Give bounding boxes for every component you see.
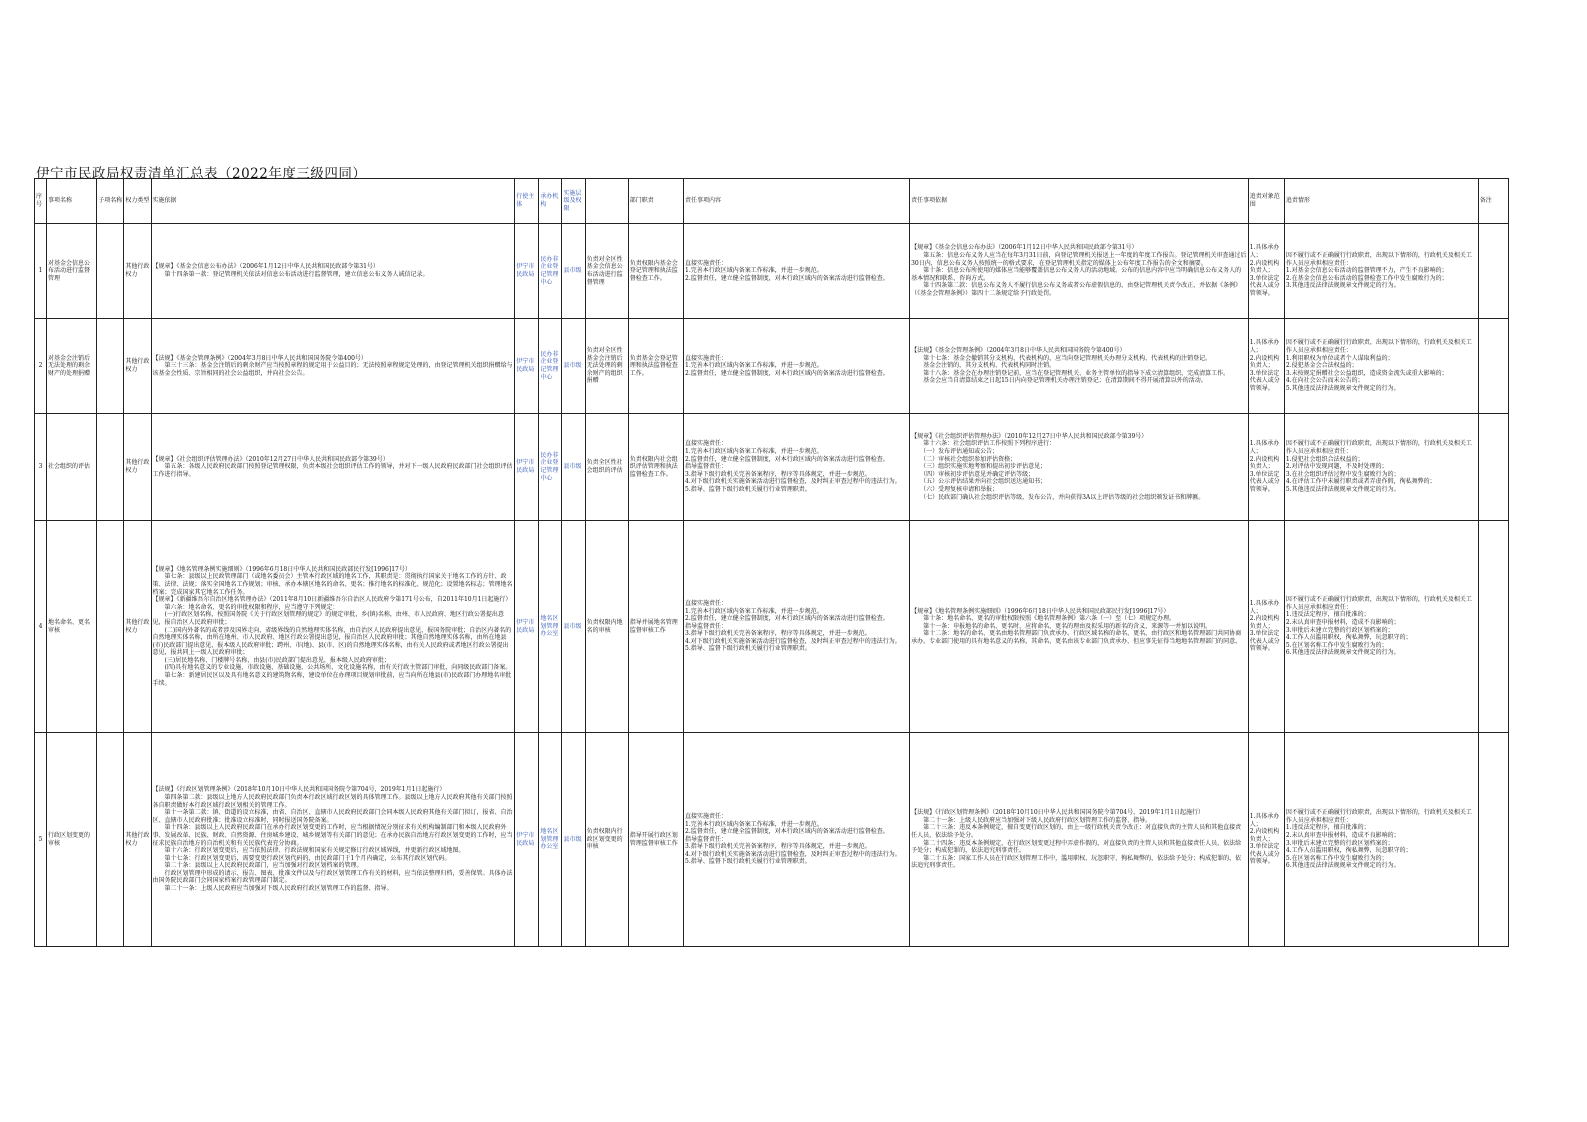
row-situation: 因不履行或不正确履行行政职责，出现以下情形的，行政机关及相关工作人员应承担相应责任： 1.违反法定程序，擅自批准的； 2.未认真审查申报材料，造成不良影响的； 3.审批后未建立完整的行政区划档案的； 4.工作人员滥用职权，徇私舞弊，玩忽职守的； 5.在区划名称工作中发生腐败行为的； 6.其他违反法律法规规章文件规定的行为。 [1284,521,1478,733]
header-basis: 实施依据 [151,179,515,224]
table-row [35,414,1509,521]
row-situation: 因不履行或不正确履行行政职责，出现以下情形的，行政机关及相关工作人员应承担相应责任： 1.对基金会信息公布活动的监督管理不力，产生不良影响的； 2.在基金会信息公布活动的监督检查工作中发生腐败行为的； 3.其他违反法律法规规章文件规定的行为。 [1284,224,1478,319]
row-level: 县市级 [562,521,585,733]
row-resp-basis: 【规章】《地名管理条例实施细则》（1996年6月18日中华人民共和国民政部民行发[1996]17号） 第十条：地名命名、更名的审批权限按照《地名管理条例》第六条（一）至（七）项规定办理。 第十一条：申报地名的命名、更名时，应将命名、更名的理由及拟采用的新名的含义、来源等一并加以说明。 第十二条：地名的命名、更名由地名管理部门负责承办。行政区域名称的命名、更名，由行政区和地名管理部门共同协商承办。专业部门使用的具有地名意义的名称，其命名、更名由该专业部门负责承办，但应事先征得当地地名管理部门的同意。 [910,521,1249,733]
row-agency: 民办非企业登记管理中心 [539,414,562,521]
header-no: 序号 [35,179,47,224]
row-subject: 伊宁市民政局 [515,319,539,414]
row-note [1478,319,1508,414]
header-row [35,179,1509,224]
row-duty: 负责对全区性基金会注销后无法处理的剩余财产的组织捐赠 [585,319,628,414]
header-scope: 追责对象范围 [1248,179,1284,224]
row-content: 直接实施责任： 1.完善本行政区域内备案工作标准，并进一步规范。 2.监督责任，建立健全监督制度，对本行政区域内的备案活动进行监督检查。 指导监督责任： 3.指导下级行政机关完善备案程序，程序等具体规定，并进一步规范。 4.对下级行政机关实施备案活动进行监督检查，及时纠正审查过程中的违法行为。 5.指导、监督下级行政机关履行行业管理职责。 [684,733,910,947]
row-sub [97,224,124,319]
header-situation: 追责情形 [1284,179,1478,224]
row-subject: 伊宁市民政局 [515,521,539,733]
table-row [35,319,1509,414]
page-title: 伊宁市民政局权责清单汇总表（2022年度三级四同） [36,166,367,182]
row-content: 直接实施责任： 1.完善本行政区域内备案工作标准，并进一步规范。 2.监督责任，建立健全监督制度，对本行政区域内的备案活动进行监督检查。 指导监督责任： 3.指导下级行政机关完善备案程序，程序等具体规定，并进一步规范。 4.对下级行政机关实施备案活动进行监督检查，及时纠正审查过程中的违法行为。 5.指导、监督下级行政机关履行行业管理职责。 [684,521,910,733]
row-level: 县市级 [562,319,585,414]
row-dept: 负责权限内社会组织评估管理和执法监督检查工作。 [628,414,683,521]
row-note [1478,414,1508,521]
row-dept: 负责权限内基金会登记管理和执法监督检查工作。 [628,224,683,319]
row-note [1478,521,1508,733]
row-content: 直接实施责任： 1.完善本行政区域内备案工作标准，并进一步规范。 2.监督责任，建立健全监督制度，对本行政区域内的备案活动进行监督检查。 [684,224,910,319]
row-scope: 1.具体承办人； 2.内设机构负责人； 3.单位法定代表人或分管领导。 [1248,224,1284,319]
row-name: 行政区划变更的审核 [47,733,97,947]
row-basis: 【规章】《社会组织评估管理办法》（2010年12月27日中华人民共和国民政部令第39号） 第五条：各级人民政府民政部门按照登记管理权限，负责本级社会组织评估工作的领导，并对下一级人民政府民政部门社会组织评估工作进行指导。 [151,414,515,521]
row-scope: 1.具体承办人； 2.内设机构负责人； 3.单位法定代表人或分管领导。 [1248,733,1284,947]
row-scope: 1.具体承办人； 2.内设机构负责人； 3.单位法定代表人或分管领导。 [1248,319,1284,414]
row-level: 县市级 [562,733,585,947]
row-basis: 【规章】《地名管理条例实施细则》（1996年6月18日中华人民共和国民政部民行发[1996]17号） 第七条：县级以上民政管理部门（或地名委员会）主管本行政区域的地名工作，其职责是：贯彻执行国家关于地名工作的方针、政策、法律、法规；落实全国地名工作规划；审核、承办本辖区地名的命名、更名；推行地名的标准化、规范化；设置地名标志；管理地名档案；完成国家其它地名工作任务。 【规章】《新疆维吾尔自治区地名管理办法》（2011年8月10日新疆维吾尔自治区人民政府令第171号公布，自2011年10月1日起施行） 第六条：地名命名、更名的审批权限和程序，应当遵守下列规定： (一)行政区划名称，按照国务院《关于行政区划管理的规定》的规定审批，乡(镇)名称，由州、市人民政府、地区行政公署提出意见，报自治区人民政府审批； (二)国内外著名的或者涉及国界走向、省级界线的自然地理实体名称，由自治区人民政府提出意见，报国务院审批；自治区内著名的自然地理实体名称，由所在地州、市人民政府、地区行政公署提出意见，报自治区人民政府审批；其他自然地理实体名称，由所在地县(市)民政部门提出意见，报本级人民政府审批；跨州、市(地)、县(市、区)的自然地理实体名称，由有关人民政府或者地区行政公署提出意见，报共同上一级人民政府审批； (三)居民地名称、门楼牌号名称，由县(市)民政部门提出意见，报本级人民政府审批； (四)具有地名意义的专业设施、市政设施、基础设施、公共场所、文化设施名称，由有关行政主管部门审批，向同级民政部门备案。 第七条：新建居民区以及具有地名意义的建筑物名称，建设单位在办理项目规划审批前，应当向所在地县(市)民政部门办理地名审批手续。 [151,521,515,733]
row-resp-basis: 【法规】《行政区划管理条例》（2018年10月10日中华人民共和国国务院令第704号，2019年1月1日起施行） 第二十一条：上级人民政府应当加强对下级人民政府行政区划管理工作的监督、指导。 第二十三条：违反本条例规定，擅自变更行政区划的，由上一级行政机关责令改正；对直接负责的主管人员和其他直接责任人员，依法给予处分。 第二十四条：违反本条例规定，在行政区划变更过程中弄虚作假的，对直接负责的主管人员和其他直接责任人员，依法给予处分；构成犯罪的，依法追究刑事责任。 第二十五条：国家工作人员在行政区划管理工作中，滥用职权、玩忽职守、徇私舞弊的，依法给予处分；构成犯罪的，依法追究刑事责任。 [910,733,1249,947]
row-type: 其他行政权力 [124,319,151,414]
row-duty: 负责全区性社会组织的评估 [585,414,628,521]
row-duty: 负责权限内行政区划变更的审核 [585,733,628,947]
row-content: 直接实施责任： 1.完善本行政区域内备案工作标准，并进一步规范。 2.监督责任，建立健全监督制度，对本行政区域内的备案活动进行监督检查。 [684,319,910,414]
row-resp-basis: 【法规】《基金会管理条例》（2004年3月8日中华人民共和国国务院令第400号） 第十七条：基金会撤销其分支机构、代表机构的，应当向登记管理机关办理分支机构、代表机构的注销登记。 基金会注销的，其分支机构、代表机构同时注销。 第十八条：基金会在办理注销登记前，应当在登记管理机关、业务主管单位的指导下成立清算组织，完成清算工作。 基金会应当自清算结束之日起15日内向登记管理机关办理注销登记；在清算期间不得开展清算以外的活动。 [910,319,1249,414]
row-sub [97,319,124,414]
row-type: 其他行政权力 [124,224,151,319]
row-no: 5 [35,733,47,947]
row-level: 县市级 [562,414,585,521]
row-subject: 伊宁市民政局 [515,224,539,319]
row-type: 其他行政权力 [124,521,151,733]
row-note [1478,224,1508,319]
row-dept: 负责基金会登记管理和执法监督检查工作。 [628,319,683,414]
header-subject: 行使主体 [515,179,539,224]
header-resp-basis: 责任事项依据 [910,179,1249,224]
row-type: 其他行政权力 [124,414,151,521]
row-agency: 民办非企业登记管理中心 [539,319,562,414]
table-row [35,521,1509,733]
row-subject: 伊宁市民政局 [515,733,539,947]
row-sub [97,414,124,521]
row-type: 其他行政权力 [124,733,151,947]
row-no: 4 [35,521,47,733]
row-agency: 地名区划管理办公室 [539,733,562,947]
row-situation: 因不履行或不正确履行行政职责，出现以下情形的，行政机关及相关工作人员应承担相应责任： 1.侵犯社会组织合法权益的； 2.对评估中发现问题，不及时处理的； 3.在社会组织评估过程中发生腐败行为的； 4.在评估工作中未履行职责或者弄虚作假，徇私舞弊的； 5.其他违反法律法规规章文件规定的行为。 [1284,414,1478,521]
row-duty: 负责权限内地名的审核 [585,521,628,733]
header-sub: 子项名称 [97,179,124,224]
row-sub [97,733,124,947]
header-content: 责任事项内容 [684,179,910,224]
row-scope: 1.具体承办人； 2.内设机构负责人； 3.单位法定代表人或分管领导。 [1248,521,1284,733]
row-situation: 因不履行或不正确履行行政职责，出现以下情形的，行政机关及相关工作人员应承担相应责任： 1.利用职权为单位或者个人谋取利益的； 2.侵犯基金会合法权益的； 3.未按规定捐赠社会公益组织，造成资金流失或重大影响的； 4.在向社会公告而未公告的； 5.其他违反法律法规规章文件规定的行为。 [1284,319,1478,414]
row-basis: 【法规】《基金会管理条例》（2004年3月8日中华人民共和国国务院令第400号） 第三十三条：基金会注销后的剩余财产应当按照章程的规定用于公益目的；无法按照章程规定处理的，由登记管理机关组织捐赠给与该基金会性质、宗旨相同的社会公益组织，并向社会公告。 [151,319,515,414]
header-duty-blank [585,179,628,224]
header-note: 备注 [1478,179,1508,224]
table-row [35,733,1509,947]
row-subject: 伊宁市民政局 [515,414,539,521]
row-resp-basis: 【规章】《社会组织评估管理办法》（2010年12月27日中华人民共和国民政部令第39号） 第十六条：社会组织评估工作按照下列程序进行： （一）发布评估通知或公告； （二）审核社会组织参加评估资格； （三）组织实施实地考察和提出初步评估意见； （四）审核初步评估意见并确定评估等级； （五）公示评估结果并向社会组织送达通知书； （六）受理复核申请和举报； （七）民政部门确认社会组织评估等级，发布公告，并向获得3A以上评估等级的社会组织颁发证书和牌匾。 [910,414,1249,521]
power-list-table [34,178,1509,947]
row-resp-basis: 【规章】《基金会信息公布办法》（2006年1月12日中华人民共和国民政部令第31号） 第五条：信息公布义务人应当在每年3月31日前，向登记管理机关报送上一年度的年度工作报告。登记管理机关审查通过后30日内，信息公布义务人按照统一的格式要求，在登记管理机关指定的媒体上公布年度工作报告的全文和摘要。 第十条：信息公布所使用的媒体应当能够覆盖信息公布义务人的活动地域。公布的信息内容中应当明确信息公布义务人的基本情况和联系、咨询方式。 第十四条第二款：信息公布义务人不履行信息公布义务或者公布虚假信息的，由登记管理机关责令改正，并依据《条例》（《基金会管理条例》）第四十二条规定给予行政处罚。 [910,224,1249,319]
row-level: 县市级 [562,224,585,319]
header-level: 实施层级及权限 [562,179,585,224]
row-duty: 负责对全区性基金会信息公布活动进行监督管理 [585,224,628,319]
header-name: 事项名称 [47,179,97,224]
header-agency: 承办机构 [539,179,562,224]
row-dept: 指导开展行政区划管理监督审核工作 [628,733,683,947]
row-basis: 【法规】《行政区划管理条例》（2018年10月10日中华人民共和国国务院令第704号，2019年1月1日起施行） 第四条第二款：县级以上地方人民政府民政部门负责本行政区域行政区划的具体管理工作。县级以上地方人民政府其他有关部门按照各自职责做好本行政区域行政区划相关的管理工作。 第十一条第二款：镇、街道的设立标准，由省、自治区、直辖市人民政府民政部门会同本级人民政府其他有关部门拟订，报省、自治区、直辖市人民政府批准；批准设立标准时，同时报送国务院备案。 第十四条：县级以上人民政府民政部门在承办行政区划变更的工作时，应当根据情况分别征求有关机构编制部门和本级人民政府外事、发展改革、民族、财政、自然资源、住房城乡建设、城乡规划等有关部门的意见；在承办民族自治地方行政区划变更的工作时，应当征求民族自治地方的自治机关和有关民族代表充分协商。 第十六条：行政区划变更后，应当依照法律、行政法规和国家有关规定修订行政区域界线，并更新行政区域地图。 第十七条：行政区划变更后，需要变更行政区划代码的，由民政部门于1个月内确定，公布其行政区划代码。 第二十条：县级以上人民政府民政部门，应当加强对行政区划档案的管理。 行政区划管理中形成的请示、报告、图表、批准文件以及与行政区划管理工作有关的材料，应当依法整理归档，妥善保管。具体办法由国务院民政部门会同国家档案行政管理部门制定。 第二十一条：上级人民政府应当加强对下级人民政府行政区划管理工作的监督、指导。 [151,733,515,947]
row-name: 社会组织的评估 [47,414,97,521]
row-sub [97,521,124,733]
row-name: 对基金会注销后无法处理的剩余财产的处理捐赠 [47,319,97,414]
row-no: 1 [35,224,47,319]
row-scope: 1.具体承办人； 2.内设机构负责人； 3.单位法定代表人或分管领导。 [1248,414,1284,521]
row-no: 3 [35,414,47,521]
row-note [1478,733,1508,947]
header-type: 权力类型 [124,179,151,224]
row-name: 对基金会信息公布活动进行监督管理 [47,224,97,319]
row-no: 2 [35,319,47,414]
row-name: 地名命名、更名审核 [47,521,97,733]
row-agency: 民办非企业登记管理中心 [539,224,562,319]
row-content: 直接实施责任： 1.完善本行政区域内备案工作标准，并进一步规范。 2.监督责任，建立健全监督制度，对本行政区域内的备案活动进行监督检查。 指导监督责任： 3.指导下级行政机关完善备案程序，程序等具体规定，并进一步规范。 4.对下级行政机关实施备案活动进行监督检查，及时纠正审查过程中的违法行为。 5.指导、监督下级行政机关履行行业管理职责。 [684,414,910,521]
table-row [35,224,1509,319]
row-basis: 【规章】《基金会信息公布办法》（2006年1月12日中华人民共和国民政部令第31号） 第十四条第一款：登记管理机关依法对信息公布活动进行监督管理，建立信息公布义务人诚信记录。 [151,224,515,319]
row-agency: 地名区划管理办公室 [539,521,562,733]
row-situation: 因不履行或不正确履行行政职责，出现以下情形的，行政机关及相关工作人员应承担相应责任： 1.违反法定程序，擅自批准的； 2.未认真审查申报材料，造成不良影响的； 3.审批后未建立完整的行政区划档案的； 4.工作人员滥用职权，徇私舞弊，玩忽职守的； 5.在区划名称工作中发生腐败行为的； 6.其他违反法律法规规章文件规定的行为。 [1284,733,1478,947]
row-dept: 指导并展地名管理监督审核工作 [628,521,683,733]
header-dept: 部门职责 [628,179,683,224]
